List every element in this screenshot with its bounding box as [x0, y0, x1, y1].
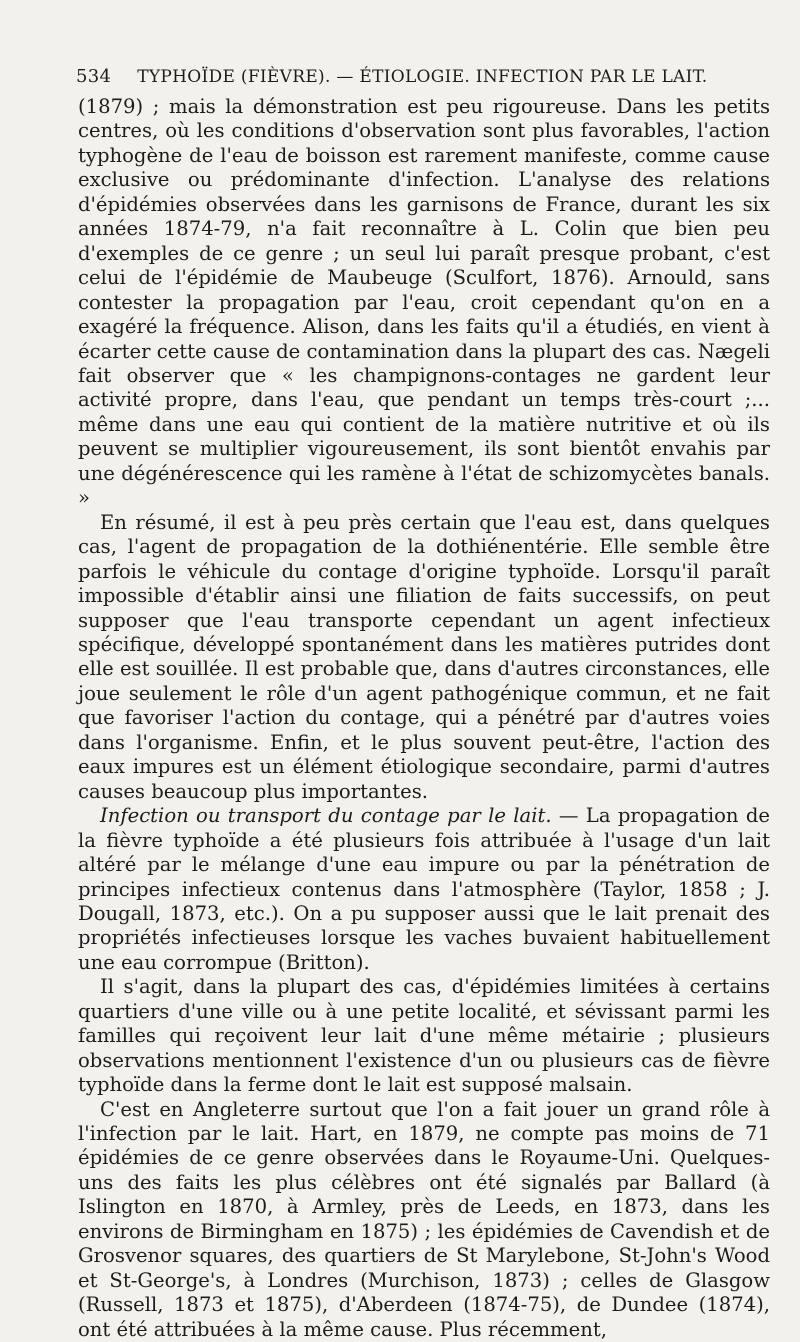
paragraph-text: (1879) ; mais la démonstration est peu rigoureuse. Dans les petits centres, où les conditions d'observation sont plus favorables, l'action typhogène de l'eau de boisson est rarement manifeste, comme cause exclusive ou prédominante d'infection. L'analyse des relations d'épidémies observées dans les garnisons de France, durant les six années 1874-79, n'a fait reconnaître à L. Colin que bien peu d'exemples de ce genre ; un seul lui paraît presque probant, c'est celui de l'épidémie de Maubeuge (Sculfort, 1876). Arnould, sans contester la propagation par l'eau, croit cependant qu'on en a exagéré la fréquence. Alison, dans les faits qu'il a étudiés, en vient à écarter cette cause de contamination dans la plupart des cas. Nægeli fait observer que « les champignons-contages ne gardent leur activité propre, dans l'eau, que pendant un temps très-court ;... même dans une eau qui contient de la matière nutritive et où ils peuvent se multiplier vigoureusement, ils sont bientôt envahis par une dégénérescence qui les ramène à l'état de schizomycètes banals. » — [78, 95, 770, 510]
paragraph-text: Il s'agit, dans la plupart des cas, d'épidémies limitées à certains quartiers d'une ville ou à une petite localité, et sévissant parmi les familles qui reçoivent leur lait d'une même métairie ; plusieurs observations mentionnent l'existence d'un ou plusieurs cas de fièvre typhoïde dans la ferme dont le lait est supposé malsain. — [78, 975, 770, 1097]
page-number: 534 — [76, 66, 112, 87]
paragraph-text: En résumé, il est à peu près certain que l'eau est, dans quelques cas, l'agent de propagation de la dothiénentérie. Elle semble être parfois le véhicule du contage d'origine typhoïde. Lorsqu'il paraît impossible d'établir ainsi une filiation de faits successifs, on peut supposer que l'eau transporte cependant un agent infectieux spécifique, développé spontanément dans les matières putrides dont elle est souillée. Il est probable que, dans d'autres circonstances, elle joue seulement le rôle d'un agent pathogénique commun, et ne fait que favoriser l'action du contage, qui a pénétré par d'autres voies dans l'organisme. Enfin, et le plus souvent peut-être, l'action des eaux impures est un élément étiologique secondaire, parmi d'autres causes beaucoup plus importantes. — [78, 510, 770, 803]
paragraph — [78, 975, 770, 1097]
paragraph — [78, 804, 770, 975]
paragraph — [78, 511, 770, 804]
running-title: TYPHOÏDE (FIÈVRE). — ÉTIOLOGIE. INFECTION PAR LE LAIT. — [137, 67, 708, 87]
paragraph — [78, 95, 770, 511]
section-heading-inline: Infection ou transport du contage par le lait. — [100, 804, 552, 828]
paragraph-text: — La propagation de la fièvre typhoïde a été plusieurs fois attribuée à l'usage d'un lait altéré par le mélange d'une eau impure ou par la pénétration de principes infectieux contenus dans l'atmosphère (Taylor, 1858 ; J. Dougall, 1873, etc.). On a pu supposer aussi que le lait prenait des propriétés infectieuses lorsque les vaches buvaient habituellement une eau corrompue (Britton). — [78, 804, 770, 974]
paragraph — [78, 1098, 770, 1342]
running-header — [76, 66, 770, 87]
body-text — [78, 95, 770, 1342]
paragraph-text: C'est en Angleterre surtout que l'on a fait jouer un grand rôle à l'infection par le lait. Hart, en 1879, ne compte pas moins de 71 épidémies de ce genre observées dans le Royaume-Uni. Quelques-uns des faits les plus célèbres ont été signalés par Ballard (à Islington en 1870, à Armley, près de Leeds, en 1873, dans les environs de Birmingham en 1875) ; les épidémies de Cavendish et de Grosvenor squares, des quartiers de St Marylebone, St-John's Wood et St-George's, à Londres (Murchison, 1873) ; celles de Glasgow (Russell, 1873 et 1875), d'Aberdeen (1874-75), de Dundee (1874), ont été attribuées à la même cause. Plus récemment, — [78, 1097, 770, 1341]
